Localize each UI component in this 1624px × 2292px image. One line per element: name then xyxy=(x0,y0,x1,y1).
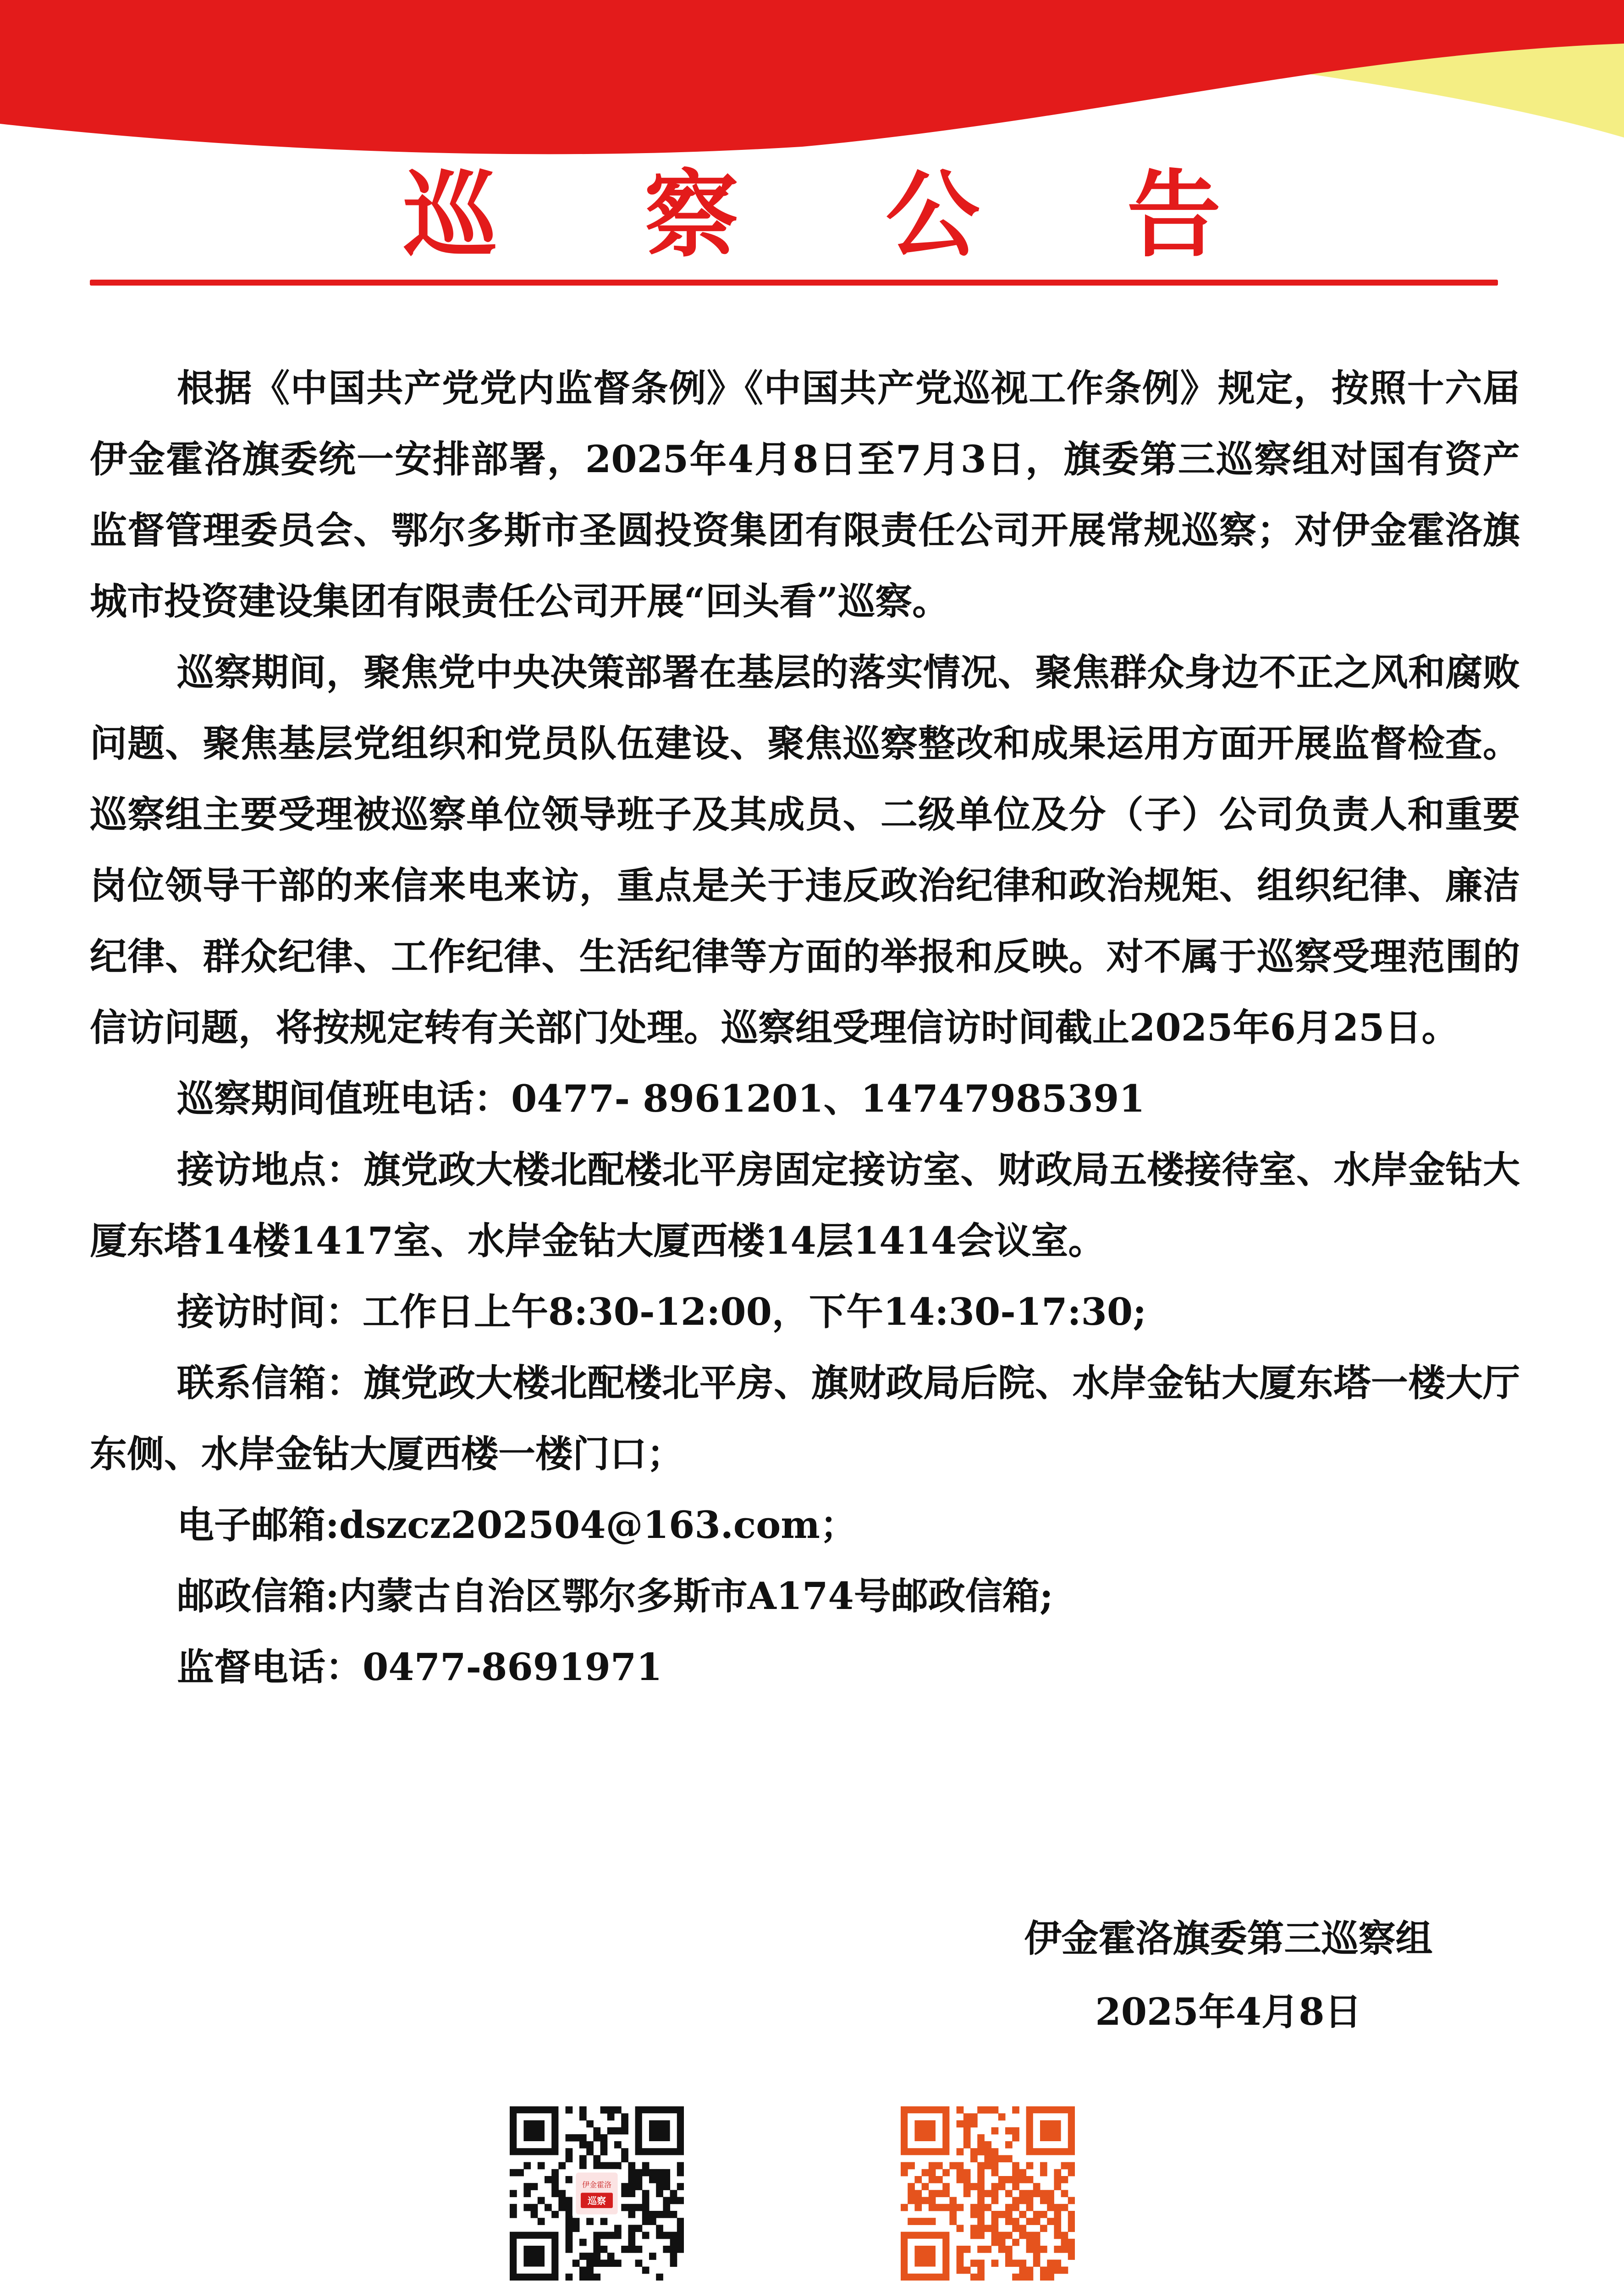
paragraph-intro: 根据《中国共产党党内监督条例》《中国共产党巡视工作条例》规定，按照十六届伊金霍洛旗委统一安排部署，2025年4月8日至7月3日，旗委第三巡察组对国有资产监督管理委员会、鄂尔多斯市圣圆投资集团有限责任公司开展常规巡察；对伊金霍洛旗城市投资建设集团有限责任公司开展“回头看”巡察。 xyxy=(90,367,1520,623)
signature-org: 伊金霍洛旗委第三巡察组 xyxy=(1024,1917,1433,1961)
paragraph-scope: 巡察期间，聚焦党中央决策部署在基层的落实情况、聚焦群众身边不正之风和腐败问题、聚焦基层党组织和党员队伍建设、聚焦巡察整改和成果运用方面开展监督检查。巡察组主要受理被巡察单位领导班子及其成员、二级单位及分（子）公司负责人和重要岗位领导干部的来信来电来访，重点是关于违反政治纪律和政治规矩、组织纪律、廉洁纪律、群众纪律、工作纪律、生活纪律等方面的举报和反映。对不属于巡察受理范围的信访问题，将按规定转有关部门处理。巡察组受理信访时间截止2025年6月25日。 xyxy=(90,651,1520,1050)
email-line: 电子邮箱:dszcz202504@163.com； xyxy=(177,1504,857,1547)
supervision-phone-line: 监督电话：0477-8691971 xyxy=(177,1646,662,1689)
header-banner-decoration xyxy=(0,0,1624,156)
postal-mailbox-line: 邮政信箱:内蒙古自治区鄂尔多斯市A174号邮政信箱; xyxy=(177,1575,1053,1618)
title-underline xyxy=(90,280,1498,286)
svg-text:伊金霍洛: 伊金霍洛 xyxy=(582,2180,612,2189)
svg-text:巡察: 巡察 xyxy=(588,2195,606,2206)
mailbox-line: 联系信箱：旗党政大楼北配楼北平房、旗财政局后院、水岸金钻大厦东塔一楼大厅东侧、水岸金钻大厦西楼一楼门口； xyxy=(90,1361,1520,1476)
page-title: 巡 察 公 告 xyxy=(403,161,1278,270)
visit-location-line: 接访地点：旗党政大楼北配楼北平房固定接访室、财政局五楼接待室、水岸金钻大厦东塔14楼1417室、水岸金钻大厦西楼14层1414会议室。 xyxy=(90,1148,1520,1263)
qr-code-petition[interactable] xyxy=(901,2106,1075,2281)
qr-center-logo-icon xyxy=(573,2169,621,2218)
announcement-body xyxy=(90,353,1520,1703)
visit-time-line: 接访时间：工作日上午8:30-12:00，下午14:30-17:30; xyxy=(177,1290,1147,1334)
duty-phone-line: 巡察期间值班电话：0477- 8961201、14747985391 xyxy=(177,1077,1145,1121)
qr-code-wechat[interactable] xyxy=(510,2106,684,2281)
qr-block-wechat xyxy=(450,2106,743,2292)
qr-block-petition xyxy=(841,2106,1134,2292)
signature-date: 2025年4月8日 xyxy=(1095,1990,1362,2034)
signature-block xyxy=(999,1902,1458,2049)
